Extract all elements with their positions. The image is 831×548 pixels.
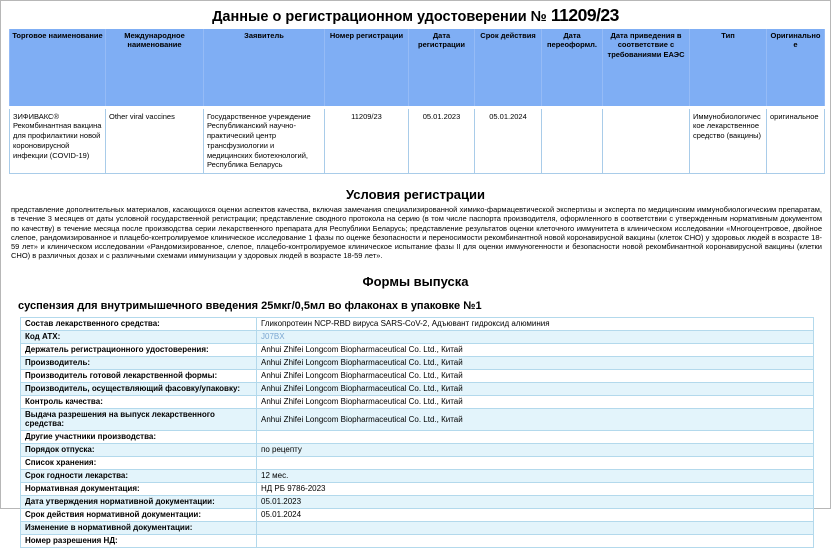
registration-table-data-row bbox=[10, 107, 825, 174]
field-label: Порядок отпуска: bbox=[21, 443, 257, 456]
table-row-nd-permission-number bbox=[21, 534, 814, 547]
cell-trade-name: ЗИФИВАКС® Рекомбинантная вакцина для профилактики новой короновирусной инфекции (COVID-19) bbox=[10, 107, 106, 174]
table-row-composition bbox=[21, 317, 814, 330]
col-header-eaeu-compliance-date: Дата приведения в соответствие с требованиями ЕАЭС bbox=[603, 29, 690, 107]
cell-registration-number: 11209/23 bbox=[325, 107, 409, 174]
table-row-shelf-life bbox=[21, 469, 814, 482]
field-label: Состав лекарственного средства: bbox=[21, 317, 257, 330]
table-row-other-participants bbox=[21, 430, 814, 443]
field-label: Контроль качества: bbox=[21, 395, 257, 408]
cell-original: оригинальное bbox=[767, 107, 825, 174]
field-value: Anhui Zhifei Longcom Biopharmaceutical Co. Ltd., Китай bbox=[257, 408, 814, 430]
field-value bbox=[257, 456, 814, 469]
table-row-atc-code bbox=[21, 330, 814, 343]
certificate-number: 11209/23 bbox=[550, 5, 619, 25]
cell-registration-date: 05.01.2023 bbox=[409, 107, 475, 174]
field-label: Производитель: bbox=[21, 356, 257, 369]
field-value: Anhui Zhifei Longcom Biopharmaceutical Co. Ltd., Китай bbox=[257, 356, 814, 369]
field-label: Изменение в нормативной документации: bbox=[21, 521, 257, 534]
registration-table-header-row bbox=[10, 29, 825, 107]
field-value: НД РБ 9786-2023 bbox=[257, 482, 814, 495]
release-form-subtitle: суспензия для внутримышечного введения 25мкг/0,5мл во флаконах в упаковке №1 bbox=[18, 299, 482, 312]
field-label: Производитель готовой лекарственной формы: bbox=[21, 369, 257, 382]
field-value bbox=[257, 430, 814, 443]
field-label: Нормативная документация: bbox=[21, 482, 257, 495]
field-label: Дата утверждения нормативной документации: bbox=[21, 495, 257, 508]
table-row-release-authorization bbox=[21, 408, 814, 430]
col-header-valid-until: Срок действия bbox=[475, 29, 542, 107]
table-row-nd-approval-date bbox=[21, 495, 814, 508]
field-value: Anhui Zhifei Longcom Biopharmaceutical Co. Ltd., Китай bbox=[257, 369, 814, 382]
table-row-packaging-manufacturer bbox=[21, 382, 814, 395]
table-row-finished-form-manufacturer bbox=[21, 369, 814, 382]
cell-international-name: Other viral vaccines bbox=[106, 107, 204, 174]
field-value: по рецепту bbox=[257, 443, 814, 456]
col-header-original: Оригинальное bbox=[767, 29, 825, 107]
release-form-details-table bbox=[20, 317, 814, 548]
table-row-quality-control bbox=[21, 395, 814, 408]
col-header-trade-name: Торговое наименование bbox=[10, 29, 106, 107]
field-label: Держатель регистрационного удостоверения: bbox=[21, 343, 257, 356]
cell-valid-until: 05.01.2024 bbox=[475, 107, 542, 174]
col-header-registration-date: Дата регистрации bbox=[409, 29, 475, 107]
table-row-manufacturer bbox=[21, 356, 814, 369]
cell-reissue-date bbox=[542, 107, 603, 174]
field-label: Срок годности лекарства: bbox=[21, 469, 257, 482]
registration-table bbox=[9, 29, 825, 174]
field-label: Список хранения: bbox=[21, 456, 257, 469]
conditions-text: представление дополнительных материалов, касающихся оценки аспектов качества, включая замечания специализированной химико-фармацевтической экспертизы и эксперта по медицинским иммунобиологическим препаратам, в течение 3 месяцев от даты условной государственной регистрации; представление сводного протокола на серию (в том числе паспорта производителя, оформленного в соответствии с утвержденным нормативным документом по качеству) в течение месяца после производства серии лекарственного препарата для Республики Беларусь; представление результатов оценки клеточного иммунитета в клиническом исследовании «Многоцентровое, двойное слепое, рандомизированное и плацебо-контролируемое клиническое исследование 1 фазы по оценке безопасности и переносимости рекомбинантной новой коронавирусной вакцины (клеток СНО) у здоровых людей в возрасте 18-59 лет» и клиническом исследовании «Рандомизированное, слепое, плацебо-контролируемое клиническое испытание фазы II для оценки иммуногенности и безопасности новой рекомбинантной коронавирусной вакцины (клетки СНО) в различных дозах и с различными схемами иммунизации у здоровых людей в возрасте 18-59 лет». bbox=[11, 205, 822, 261]
field-label: Код АТХ: bbox=[21, 330, 257, 343]
atc-code-link[interactable]: J07BX bbox=[261, 332, 285, 342]
page-title bbox=[1, 5, 830, 26]
conditions-heading: Условия регистрации bbox=[345, 187, 486, 202]
col-header-international-name: Международное наименование bbox=[106, 29, 204, 107]
field-value: Anhui Zhifei Longcom Biopharmaceutical Co. Ltd., Китай bbox=[257, 343, 814, 356]
col-header-applicant: Заявитель bbox=[204, 29, 325, 107]
field-value: 05.01.2023 bbox=[257, 495, 814, 508]
release-forms-heading: Формы выпуска bbox=[362, 273, 469, 289]
field-label: Выдача разрешения на выпуск лекарственного средства: bbox=[21, 408, 257, 430]
field-label: Другие участники производства: bbox=[21, 430, 257, 443]
col-header-type: Тип bbox=[690, 29, 767, 107]
field-value: 12 мес. bbox=[257, 469, 814, 482]
cell-applicant: Государственное учреждение Республиканский научно-практический центр трансфузиологии и медицинских биотехнологий, Республика Беларусь bbox=[204, 107, 325, 174]
cell-eaeu-compliance-date bbox=[603, 107, 690, 174]
table-row-nd-validity bbox=[21, 508, 814, 521]
field-value: 05.01.2024 bbox=[257, 508, 814, 521]
table-row-certificate-holder bbox=[21, 343, 814, 356]
field-label: Производитель, осуществляющий фасовку/упаковку: bbox=[21, 382, 257, 395]
field-value bbox=[257, 534, 814, 547]
col-header-registration-number: Номер регистрации bbox=[325, 29, 409, 107]
table-row-dispensing-order bbox=[21, 443, 814, 456]
field-label: Номер разрешения НД: bbox=[21, 534, 257, 547]
field-value: Anhui Zhifei Longcom Biopharmaceutical Co. Ltd., Китай bbox=[257, 395, 814, 408]
table-row-normative-documentation bbox=[21, 482, 814, 495]
col-header-reissue-date: Дата переоформл. bbox=[542, 29, 603, 107]
table-row-storage-list bbox=[21, 456, 814, 469]
table-row-nd-changes bbox=[21, 521, 814, 534]
cell-type: Иммунобиологическое лекарственное средство (вакцины) bbox=[690, 107, 767, 174]
field-label: Срок действия нормативной документации: bbox=[21, 508, 257, 521]
field-value: Гликопротеин NCP-RBD вируса SARS-CoV-2, Адъювант гидроксид алюминия bbox=[257, 317, 814, 330]
page-title-text: Данные о регистрационном удостоверении № bbox=[212, 9, 547, 25]
field-value bbox=[257, 521, 814, 534]
field-value: Anhui Zhifei Longcom Biopharmaceutical Co. Ltd., Китай bbox=[257, 382, 814, 395]
